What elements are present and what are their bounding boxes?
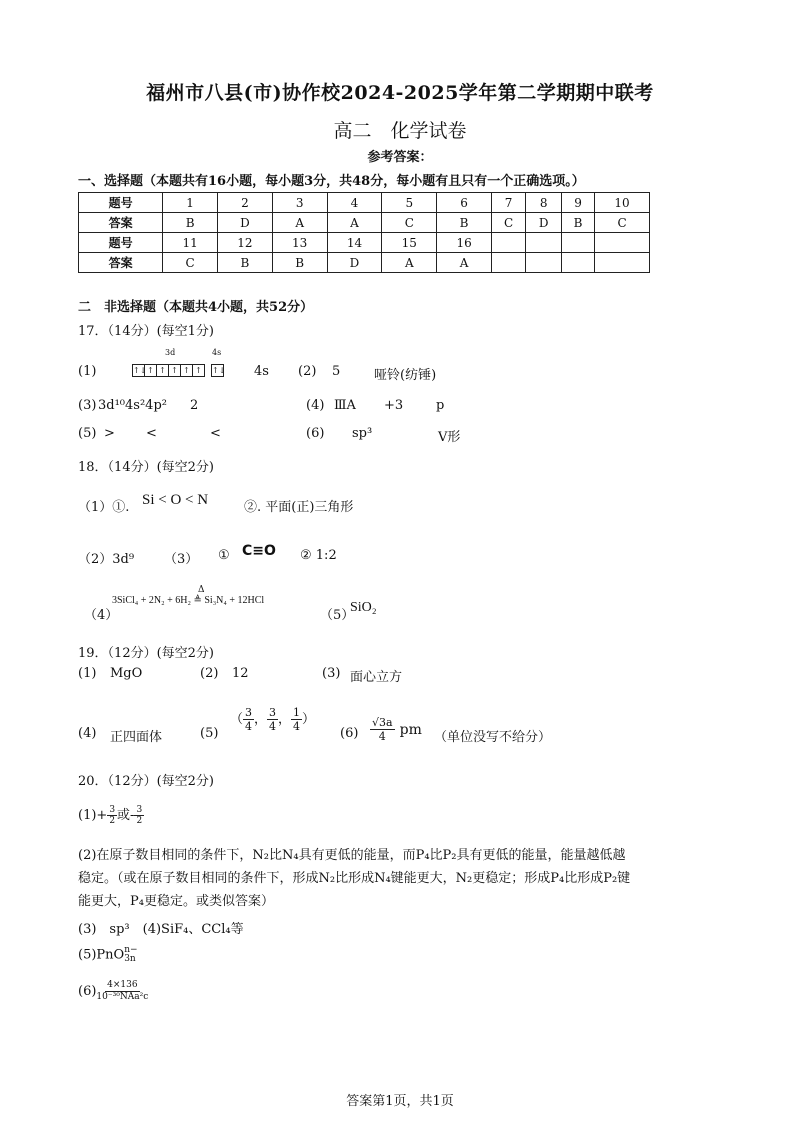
q19-a6-note: （单位没写不给分） (434, 730, 552, 745)
q19-a6-unit: pm (399, 722, 422, 738)
q19-p2: (2) (200, 666, 219, 681)
q17-a2a: 5 (332, 364, 341, 379)
section2-heading: 二 非选择题（本题共4小题，共52分） (78, 300, 314, 315)
q17-a5b: < (146, 426, 157, 441)
q19-a3: 面心立方 (350, 670, 403, 685)
question-number-cell (562, 233, 595, 253)
orbital-3d-boxes (132, 360, 204, 379)
q20-heading: 20．（12分）(每空2分) (78, 774, 214, 789)
q18-a3b: ② 1:2 (300, 548, 337, 563)
q20-a1: (1)+ $\frac{3}{2}$ 或- $\frac{3}{2}$ (78, 805, 143, 826)
q19-a5-frac-3: $\frac{1}{4}$ (293, 706, 301, 733)
answer-cell: B (163, 213, 218, 233)
q19-a2: 12 (232, 666, 249, 681)
question-number-cell: 11 (163, 233, 218, 253)
q17-a1b: 4s (254, 364, 269, 379)
answer-table (78, 192, 650, 273)
answer-cell: B (218, 253, 273, 273)
question-number-cell: 5 (382, 193, 437, 213)
row-label-answer: 答案 (79, 253, 163, 273)
q17-a4b: +3 (384, 398, 404, 413)
answer-cell (595, 253, 650, 273)
q20-a1-frac-1: $\frac{3}{2}$ (109, 805, 116, 826)
page-subtitle: 高二 化学试卷 (333, 120, 467, 142)
question-number-cell: 8 (526, 193, 562, 213)
answer-cell: C (382, 213, 437, 233)
answer-cell: C (163, 253, 218, 273)
q19-heading: 19．（12分）(每空2分) (78, 646, 214, 661)
answer-cell: A (272, 213, 327, 233)
orbital-box: ↑ (168, 364, 181, 377)
question-number-cell (526, 233, 562, 253)
q18-p2: （2）3d⁹ (78, 552, 135, 567)
orbital-box: ↑ (156, 364, 169, 377)
q20-a6: (6) $\frac{4\times 136}{\text{10⁻³⁰NAa²c}}$ (78, 980, 149, 1002)
q17-a4a: ⅢA (334, 398, 356, 413)
q20-a2: (2)在原子数目相同的条件下，N₂比N₄具有更低的能量，而P₄比P₂具有更低的能量，能量越低越稳定。（或在原子数目相同的条件下，形成N₂比形成N₄键能更大，N₂更稳定；形成P₄比形成P₂键能更大，P₄更稳定。或类似答案） (78, 848, 631, 909)
q17-p1: (1) (78, 364, 97, 379)
answer-cell (491, 253, 525, 273)
answer-cell: A (437, 253, 492, 273)
row-label-number: 题号 (79, 193, 163, 213)
question-number-cell: 13 (272, 233, 327, 253)
q17-p4: (4) (306, 398, 325, 413)
q19-p5: (5) (200, 726, 219, 741)
orbital-box: ↑↓ (133, 366, 147, 375)
orbital-box: ↑ (192, 364, 205, 377)
page-title: 福州市八县(市)协作校2024-2025学年第二学期期中联考 (146, 82, 654, 104)
q19-p1: (1) (78, 666, 97, 681)
q17-a3a: 3d¹⁰4s²4p² (98, 398, 167, 413)
q17-a5c: < (210, 426, 221, 441)
question-number-cell: 4 (327, 193, 382, 213)
q18-a1b: ②. 平面(正)三角形 (244, 500, 354, 515)
question-number-cell: 2 (218, 193, 273, 213)
question-number-cell: 3 (272, 193, 327, 213)
q18-p1: （1）①. (78, 500, 130, 515)
answer-cell: C (491, 213, 525, 233)
q17-a2b: 哑铃(纺锤) (374, 368, 437, 383)
q18-a4: 3SiCl₄ + 2N₂ + 6H₂ ≜ Si₃N₄ + 12HCl (112, 595, 265, 606)
q18-p4: （4） (84, 608, 119, 623)
answer-cell: D (526, 213, 562, 233)
q17-a6a: sp³ (352, 426, 373, 441)
q18-a1a: Si < O < N (142, 492, 209, 508)
q19-p4: (4) (78, 726, 97, 741)
orbital-4s-boxes (211, 360, 226, 379)
question-number-cell: 1 (163, 193, 218, 213)
q20-a5: (5)PnO n− 3n (78, 945, 138, 964)
q18-p5: （5） (320, 608, 355, 623)
answer-cell: B (562, 213, 595, 233)
question-number-cell: 15 (382, 233, 437, 253)
q19-a4: 正四面体 (110, 730, 163, 745)
q17-a6b: V形 (438, 430, 461, 445)
q17-p5: (5) (78, 426, 97, 441)
q19-a6 (370, 716, 422, 743)
q18-a3a-marker: ① (218, 548, 230, 563)
answer-cell: A (382, 253, 437, 273)
q18-a5: SiO₂ (350, 600, 377, 615)
question-number-cell (491, 233, 525, 253)
q19-a1: MgO (110, 666, 143, 681)
orbital-box: ↑↓ (212, 366, 226, 375)
q18-heading: 18．（14分）(每空2分) (78, 460, 214, 475)
q17-p2: (2) (298, 364, 317, 379)
q19-a6-frac: $\frac{√3a}{4}$ (372, 716, 393, 743)
q17-heading: 17．（14分）(每空1分) (78, 324, 214, 339)
table-row-answers (79, 213, 650, 233)
answer-cell: B (437, 213, 492, 233)
orbital-3d-label: 3d (165, 348, 176, 357)
answer-cell (562, 253, 595, 273)
orbital-box: ↑ (180, 364, 193, 377)
q19-a5-frac-2: $\frac{3}{4}$ (269, 706, 277, 733)
q17-a5a: > (104, 426, 115, 441)
q17-p6: (6) (306, 426, 325, 441)
table-row-numbers (79, 233, 650, 253)
question-number-cell (595, 233, 650, 253)
answer-cell: D (218, 213, 273, 233)
q17-p3: (3) (78, 398, 97, 413)
page-footer: 答案第1页，共1页 (346, 1094, 454, 1109)
q18-a4-delta: Δ (198, 585, 205, 595)
q18-p3: （3） (164, 552, 199, 567)
q20-a6-frac: $\frac{4\times 136}{\text{10⁻³⁰NAa²c}}$ (96, 980, 149, 1002)
q19-a5: （ $\frac{3}{4}$ ， $\frac{3}{4}$ ， $\frac{1}{4}$ ） (230, 706, 316, 733)
orbital-4s-label: 4s (212, 348, 222, 357)
row-label-answer: 答案 (79, 213, 163, 233)
answer-cell: A (327, 213, 382, 233)
question-number-cell: 16 (437, 233, 492, 253)
q19-p3: (3) (322, 666, 341, 681)
answer-cell: C (595, 213, 650, 233)
question-number-cell: 9 (562, 193, 595, 213)
q20-a1-frac-2: $\frac{3}{2}$ (136, 805, 143, 826)
q18-a3a: C≡O (242, 543, 276, 559)
q20-a3: (3) sp³ (4)SiF₄、CCl₄等 (78, 922, 244, 937)
table-row-numbers (79, 193, 650, 213)
question-number-cell: 12 (218, 233, 273, 253)
q17-a3b: 2 (190, 398, 199, 413)
question-number-cell: 6 (437, 193, 492, 213)
answer-cell: B (272, 253, 327, 273)
section1-heading: 一、选择题（本题共有16小题，每小题3分，共48分，每小题有且只有一个正确选项。） (78, 174, 585, 189)
orbital-box: ↑ (144, 364, 157, 377)
question-number-cell: 7 (491, 193, 525, 213)
table-row-answers (79, 253, 650, 273)
answer-cell: D (327, 253, 382, 273)
question-number-cell: 14 (327, 233, 382, 253)
row-label-number: 题号 (79, 233, 163, 253)
question-number-cell: 10 (595, 193, 650, 213)
answer-cell (526, 253, 562, 273)
q17-a4c: p (436, 398, 445, 413)
q19-a5-frac-1: $\frac{3}{4}$ (245, 706, 253, 733)
q19-p6: (6) (340, 726, 359, 741)
reference-answer-label: 参考答案： (367, 150, 433, 165)
